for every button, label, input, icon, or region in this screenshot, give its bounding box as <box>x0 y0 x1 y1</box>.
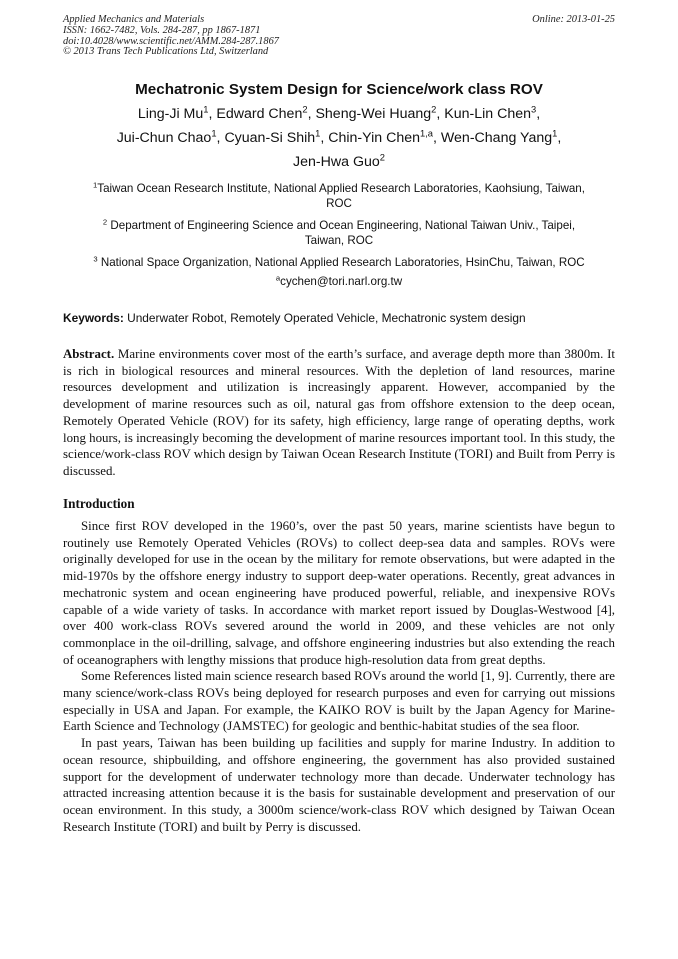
affil-text-cont: Taiwan, ROC <box>304 234 374 248</box>
journal-name: Applied Mechanics and Materials <box>63 14 205 25</box>
affiliation-2 <box>68 218 610 248</box>
author-list <box>70 102 608 174</box>
section-heading-introduction: Introduction <box>63 496 135 511</box>
abstract-label: Abstract. <box>63 347 115 361</box>
affil-mark: 2 <box>102 217 108 227</box>
issn-line: ISSN: 1662-7482, Vols. 284-287, pp 1867-1871 <box>63 24 261 36</box>
affil-text: National Space Organization, National Applied Research Laboratories, HsinChu, Taiwan, ROC <box>97 256 585 269</box>
keywords-text: Underwater Robot, Remotely Operated Vehicle, Mechatronic system design <box>127 311 526 325</box>
author-line-3 <box>70 150 608 174</box>
author-name: Kun-Lin Chen <box>444 106 532 122</box>
running-header <box>63 15 615 58</box>
author-name: Wen-Chang Yang <box>440 130 553 146</box>
abstract-text: Marine environments cover most of the earth’s surface, and average depth more than 3800m. It is rich in biological resources and mineral resources. With the depletion of land resources, marine resources development and utilization is increasingly apparent. However, accompanied by the development of marine resources such as oil, natural gas from offshore extension to the deep ocean, Remotely Operated Vehicle (ROV) for its safety, high efficiency, large range of operating depths, work long hours, is increasingly becoming the development of marine resources important tool. In this study, the science/work-class ROV which design by Taiwan Ocean Research Institute (TORI) and Built from Perry is discussed. <box>63 347 615 478</box>
author-affil-mark: 1,a <box>420 128 434 139</box>
affiliation-3 <box>68 255 610 270</box>
author-affil-mark: 2 <box>431 104 437 115</box>
author-affil-mark: 1 <box>315 128 321 139</box>
author-line-1: Ling-Ji Mu$^1$, Edward Chen$^2$, Sheng-Wei Huang$^2$, Kun-Lin Chen$^3$, <box>137 104 541 122</box>
introduction-body <box>63 518 615 835</box>
online-date: Online: 2013-01-25 <box>532 14 615 25</box>
intro-paragraph-3: In past years, Taiwan has been building up facilities and supply for marine Industry. In addition to ocean resource, shipbuilding, and offshore engineering, the government has also provided sustained support for the development of underwater technology more than decade. Underwater technology has attracted increasing attention because it is the basis for sustainable development and preservation of our ocean environment. In this study, a 3000m science/work-class ROV which designed by Taiwan Ocean Research Institute (TORI) and built by Perry is discussed. <box>63 736 615 834</box>
paper-title: Mechatronic System Design for Science/work class ROV <box>135 81 543 98</box>
affil-text-cont: ROC <box>326 197 352 211</box>
keywords-label: Keywords: <box>63 311 124 325</box>
author-affil-mark: 2 <box>379 152 385 163</box>
corresponding-email <box>68 274 610 289</box>
author-name: Sheng-Wei Huang <box>315 106 432 122</box>
author-affil-mark: 1 <box>552 128 558 139</box>
email-address: cychen@tori.narl.org.tw <box>280 275 403 288</box>
affil-mark: 3 <box>93 254 98 264</box>
abstract <box>63 346 615 480</box>
author-line-2: Jui-Chun Chao$^1$, Cyuan-Si Shih$^1$, Chin-Yin Chen$^{1,a}$, Wen-Chang Yang$^1$, <box>116 128 562 146</box>
author-name: Edward Chen <box>216 106 303 122</box>
author-affil-mark: 1 <box>211 128 217 139</box>
doi-line: doi:10.4028/www.scientific.net/AMM.284-287.1867 <box>63 35 279 47</box>
affil-text: Taiwan Ocean Research Institute, National Applied Research Laboratories, Kaohsiung, Taiwan, <box>97 182 585 195</box>
author-name: Ling-Ji Mu <box>137 106 204 122</box>
affil-text: Department of Engineering Science and Ocean Engineering, National Taiwan Univ., Taipei, <box>107 219 576 232</box>
copyright-line: © 2013 Trans Tech Publications Ltd, Switzerland <box>63 46 269 58</box>
intro-paragraph-1: Since first ROV developed in the 1960’s, over the past 50 years, marine scientists have begun to routinely use Remotely Operated Vehicles (ROVs) to collect deep-sea data and samples. ROVs were originally developed for use in the ocean by the military for remote observations, but were adapted in the mid-1970s by the offshore energy industry to support deep-water operations. Recently, great advances in mechatronic system and ocean engineering have produced powerful, reliable, and inexpensive ROVs capable of a wide variety of tasks. In accordance with market report issued by Douglas-Westwood [4], over 400 work-class ROVs severed around the world in 2009, and these vehicles are not only commonplace in the oil-drilling, salvage, and offshore engineering industries but also extending the reach of oceanographers with lengthy missions that produce high-resolution data from great depths. <box>63 519 615 667</box>
author-name: Jui-Chun Chao <box>116 130 212 146</box>
author-name: Cyuan-Si Shih <box>224 130 316 146</box>
author-name: Chin-Yin Chen <box>328 130 420 146</box>
affil-mark: 1 <box>93 180 98 190</box>
affiliation-1 <box>68 181 610 211</box>
author-name: Jen-Hwa Guo <box>293 154 380 170</box>
author-affil-mark: 2 <box>302 104 308 115</box>
intro-paragraph-2: Some References listed main science research based ROVs around the world [1, 9]. Currently, there are many science/work-class ROVs being deployed for research purposes and even for carrying out missions especially in USA and Japan. For example, the KAIKO ROV is built by the Japan Agency for Marine-Earth Science and Technology (JAMSTEC) for geologic and benthic-habitat studies of the sea floor. <box>63 669 615 734</box>
author-affil-mark: 1 <box>203 104 209 115</box>
author-affil-mark: 3 <box>531 104 537 115</box>
keywords <box>63 311 615 326</box>
email-mark: a <box>275 273 281 283</box>
